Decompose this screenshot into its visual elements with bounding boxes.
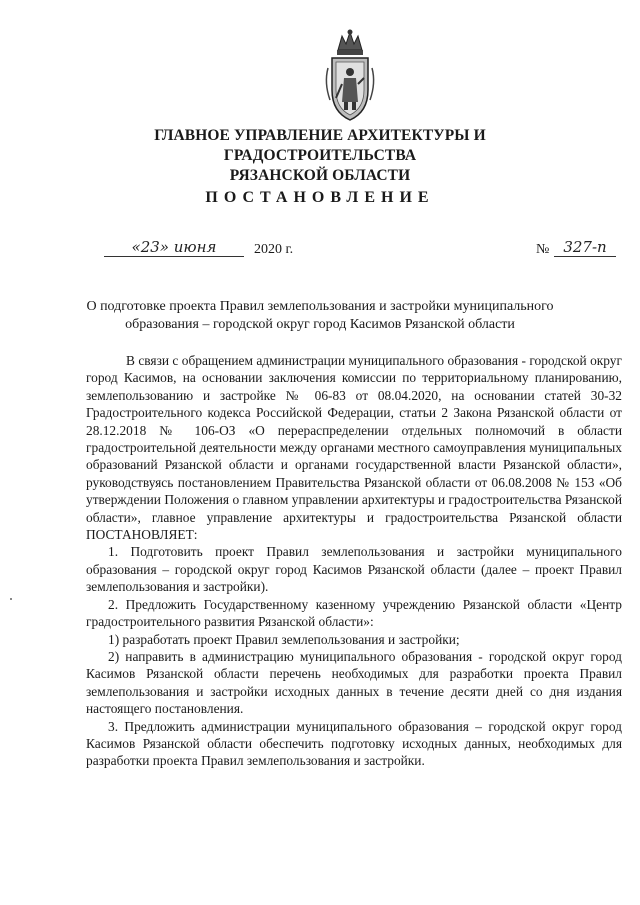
clause-2: 2. Предложить Государственному казенному учреждению Рязанской области «Центр градостроительного развития Рязанской области»: (86, 596, 622, 630)
handwritten-number: 327-п (554, 238, 616, 257)
document-subject (80, 298, 560, 334)
document-body (86, 352, 622, 770)
number-sign: № (536, 242, 550, 257)
clause-2-2: 2) направить в администрацию муниципального образования - городской округ город Касимов Рязанской области перечень необходимых для разработки проекта Правил землепользования и застройки исходных данных в течение десяти дней со дня издания настоящего постановления. (86, 648, 622, 717)
scan-artifact (10, 598, 12, 600)
intro-paragraph: В связи с обращением администрации муниципального образования - городской округ город Касимов, на основании заключения комиссии по территориальному планированию, землепользованию и застройке № 06-83 от 08.04.2020, на основании статей 30-32 Градостроительного кодекса Российской Федерации, статьи 2 Закона Рязанской области от 28.12.2018 № 106-ОЗ «О перераспределении отдельных полномочий в области градостроительной деятельности между органами местного самоуправления муниципальных образований Рязанской области и органами государственной власти Рязанской области», руководствуясь постановлением Правительства Рязанской области от 06.08.2008 № 153 «Об утверждении Положения о главном управлении архитектуры и градостроительства Рязанской области», главное управление архитектуры и градостроительства Рязанской области ПОСТАНОВЛЯЕТ: (86, 353, 622, 543)
subject-line-2: образования – городской округ город Касимов Рязанской области (125, 317, 515, 332)
clause-3: 3. Предложить администрации муниципального образования – городской округ город Касимов Рязанской области обеспечить подготовку исходных данных, необходимых для разработки проекта Правил землепользования и застройки. (86, 718, 622, 769)
document-type-title: ПОСТАНОВЛЕНИЕ (205, 189, 435, 206)
clause-1: 1. Подготовить проект Правил землепользования и застройки муниципального образования – городской округ город Касимов Рязанской области (далее – проект Правил землепользования и застройки). (86, 544, 622, 595)
organization-line-1: ГЛАВНОЕ УПРАВЛЕНИЕ АРХИТЕКТУРЫ И ГРАДОСТРОИТЕЛЬСТВА (154, 127, 486, 164)
organization-line-2: РЯЗАНСКОЙ ОБЛАСТИ (229, 167, 411, 184)
date-year: 2020 г. (254, 242, 294, 257)
organization-name (80, 126, 560, 186)
subject-line-1: О подготовке проекта Правил землепользования и застройки муниципального (86, 299, 554, 314)
date-number-line (104, 238, 607, 266)
ryazan-coat-of-arms-icon (318, 28, 382, 124)
handwritten-date: «23» июня (104, 238, 244, 257)
clause-2-1: 1) разработать проект Правил землепользования и застройки; (108, 631, 460, 647)
